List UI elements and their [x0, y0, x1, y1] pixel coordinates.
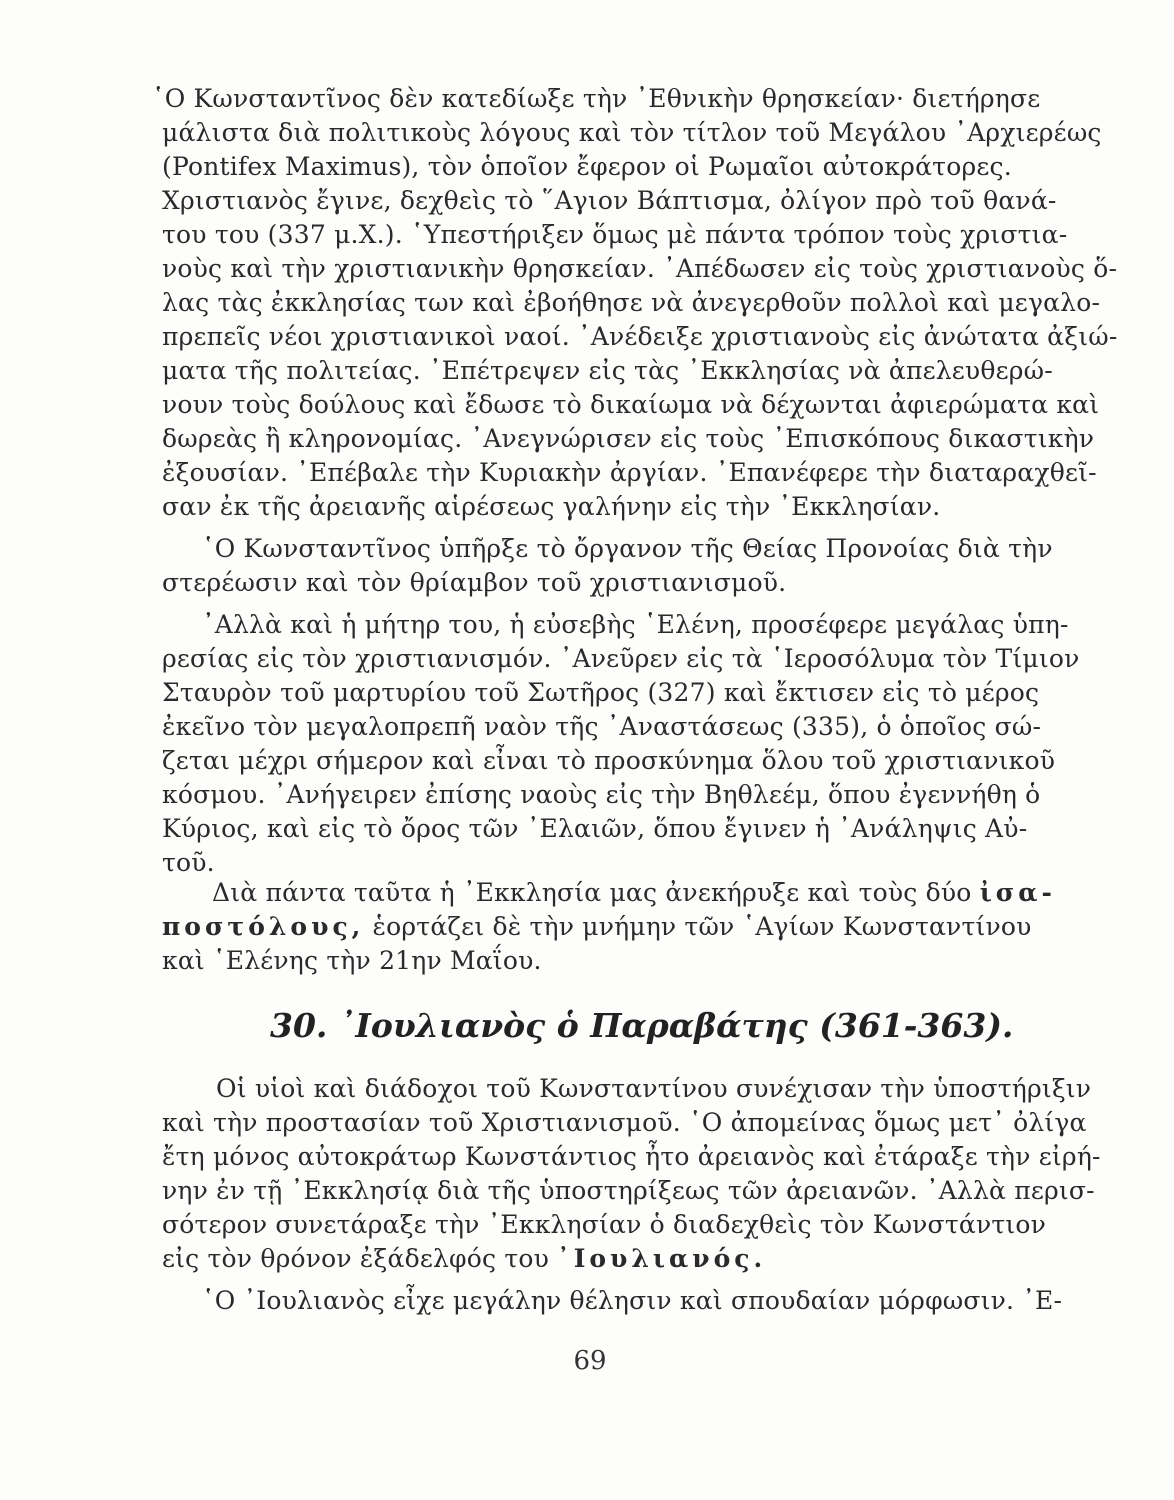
text-line: ζεται μέχρι σήμερον καὶ εἶναι τὸ προσκύνημα ὅλου τοῦ χριστιανικοῦ — [162, 746, 1056, 775]
text-line: του του (337 μ.Χ.). ῾Υπεστήριξεν ὅμως μὲ πάντα τρόπον τοὺς χριστια- — [162, 220, 1068, 249]
text-line: Οἱ υἱοὶ καὶ διάδοχοι τοῦ Κωνσταντίνου συνέχισαν τὴν ὑποστήριξιν — [216, 1074, 1092, 1103]
text-line — [162, 1242, 1002, 1276]
text-line: ἐξουσίαν. ᾿Επέβαλε τὴν Κυριακὴν ἀργίαν. ᾿Επανέφερε τὴν διαταραχθεῖ- — [162, 458, 1097, 487]
text-line: καὶ τὴν προστασίαν τοῦ Χριστιανισμοῦ. ῾Ο ἀπομείνας ὅμως μετ᾿ ὀλίγα — [162, 1108, 1087, 1137]
text-line: δωρεὰς ἢ κληρονομίας. ᾿Ανεγνώρισεν εἰς τοὺς ᾿Επισκόπους δικαστικὴν — [162, 424, 1095, 453]
page-number: 69 — [573, 1346, 607, 1376]
text-line: (Pontifex Maximus), τὸν ὁποῖον ἔφερον οἱ Ρωμαῖοι αὐτοκράτορες. — [162, 152, 1012, 181]
text-line: ἐκεῖνο τὸν μεγαλοπρεπῆ ναὸν τῆς ᾿Αναστάσεως (335), ὁ ὁποῖος σώ- — [162, 712, 1042, 741]
text-line: ῾Ο ᾿Ιουλιανὸς εἶχε μεγάλην θέλησιν καὶ σπουδαίαν μόρφωσιν. ᾿Ε- — [202, 1286, 1063, 1315]
emphasized-term: ἰσα- — [979, 878, 1056, 907]
emphasized-term: ᾿Ιουλιανός. — [557, 1244, 767, 1273]
text-line: ρεσίας εἰς τὸν χριστιανισμόν. ᾿Ανεῦρεν εἰς τὰ ῾Ιεροσόλυμα τὸν Τίμιον — [162, 644, 1080, 673]
text-line: ῾Ο Κωνσταντῖνος δὲν κατεδίωξε τὴν ᾿Εθνικὴν θρησκείαν· διετήρησε — [152, 84, 1041, 113]
text-line: ἔτη μόνος αὐτοκράτωρ Κωνστάντιος ἦτο ἀρειανὸς καὶ ἐτάραξε τὴν εἰρή- — [162, 1142, 1101, 1171]
text-span: εἰς τὸν θρόνον ἐξάδελφός του — [162, 1244, 550, 1273]
text-line: ῾Ο Κωνσταντῖνος ὑπῆρξε τὸ ὄργανον τῆς Θείας Προνοίας διὰ τὴν — [202, 534, 1053, 563]
text-line: μάλιστα διὰ πολιτικοὺς λόγους καὶ τὸν τίτλον τοῦ Μεγάλου ᾿Αρχιερέως — [162, 118, 1102, 147]
text-span: ἑορτάζει δὲ τὴν μνήμην τῶν ῾Αγίων Κωνσταντίνου — [372, 912, 1032, 941]
text-line: πρεπεῖς νέοι χριστιανικοὶ ναοί. ᾿Ανέδειξε χριστιανοὺς εἰς ἀνώτατα ἀξιώ- — [162, 322, 1118, 351]
text-line: κόσμου. ᾿Ανήγειρεν ἐπίσης ναοὺς εἰς τὴν Βηθλεέμ, ὅπου ἐγεννήθη ὁ — [162, 780, 1041, 809]
text-line: καὶ ῾Ελένης τὴν 21ην Μαΐου. — [162, 946, 542, 975]
text-line: στερέωσιν καὶ τὸν θρίαμβον τοῦ χριστιανισμοῦ. — [162, 568, 787, 597]
text-line: τοῦ. — [162, 848, 215, 877]
text-line: λας τὰς ἐκκλησίας των καὶ ἐβοήθησε νὰ ἀνεγερθοῦν πολλοὶ καὶ μεγαλο- — [162, 288, 1101, 317]
text-line: νην ἐν τῇ ᾿Εκκλησίᾳ διὰ τῆς ὑποστηρίξεως τῶν ἀρειανῶν. ᾿Αλλὰ περισ- — [162, 1176, 1095, 1205]
text-line: Κύριος, καὶ εἰς τὸ ὄρος τῶν ᾿Ελαιῶν, ὅπου ἔγινεν ἡ ᾿Ανάληψις Αὐ- — [162, 814, 1028, 843]
text-line: Σταυρὸν τοῦ μαρτυρίου τοῦ Σωτῆρος (327) καὶ ἔκτισεν εἰς τὸ μέρος — [162, 678, 1040, 707]
text-line: ματα τῆς πολιτείας. ᾿Επέτρεψεν εἰς τὰς ᾿Εκκλησίας νὰ ἀπελευθερώ- — [162, 356, 1053, 385]
text-line: ᾿Αλλὰ καὶ ἡ μήτηρ του, ἡ εὐσεβὴς ῾Ελένη, προσέφερε μεγάλας ὑπη- — [202, 610, 1069, 639]
text-line: Χριστιανὸς ἔγινε, δεχθεὶς τὸ ῞Αγιον Βάπτισμα, ὀλίγον πρὸ τοῦ θανά- — [162, 186, 1057, 215]
section-heading: 30. ᾿Ιουλιανὸς ὁ Παραβάτης (361-363). — [270, 1006, 1014, 1045]
emphasized-term: ποστόλους, — [162, 912, 365, 941]
text-line: νουν τοὺς δούλους καὶ ἔδωσε τὸ δικαίωμα νὰ δέχωνται ἀφιερώματα καὶ — [162, 390, 1100, 419]
text-line — [162, 910, 1032, 944]
text-span: Διὰ πάντα ταῦτα ἡ ᾿Εκκλησία μας ἀνεκήρυξε καὶ τοὺς δύο — [212, 878, 972, 907]
text-line: νοὺς καὶ τὴν χριστιανικὴν θρησκείαν. ᾿Απέδωσεν εἰς τοὺς χριστιανοὺς ὅ- — [162, 254, 1118, 283]
text-line — [212, 876, 1056, 910]
text-line: σαν ἐκ τῆς ἀρειανῆς αἱρέσεως γαλήνην εἰς τὴν ᾿Εκκλησίαν. — [162, 492, 941, 521]
text-line: σότερον συνετάραξε τὴν ᾿Εκκλησίαν ὁ διαδεχθεὶς τὸν Κωνστάντιον — [162, 1210, 1047, 1239]
